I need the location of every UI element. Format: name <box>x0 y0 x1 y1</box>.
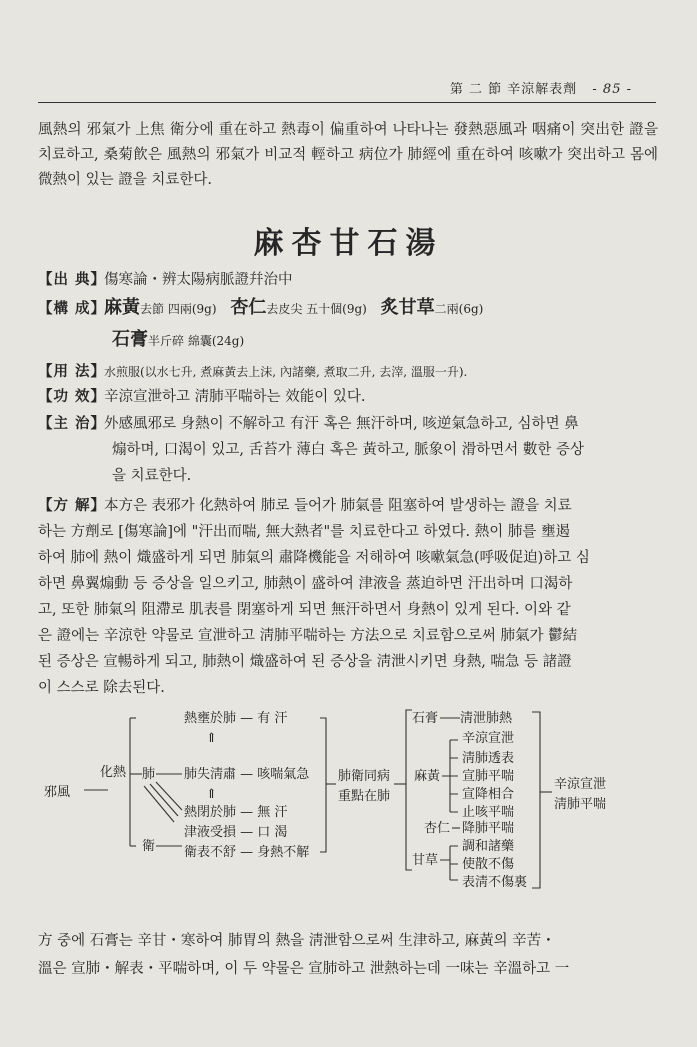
herb-note: 去節 四兩(9g) <box>140 302 217 316</box>
diagram-mid: 肺衛同病 <box>338 769 391 784</box>
closing-row <box>38 929 658 953</box>
herb-name: 炙甘草 <box>380 297 435 318</box>
diagram-lung: 肺 <box>142 767 156 782</box>
effect-text: 辛涼宣泄하고 淸肺平喘하는 效能이 있다. <box>104 389 366 405</box>
indication-line: 煽하며, 口渴이 있고, 舌苔가 薄白 혹은 黃하고, 脈象이 滑하면서 數한 증상 <box>112 442 585 458</box>
diagram-connector <box>440 846 458 880</box>
diagram-effect: 熱壅於肺 — 有 汗 <box>184 711 288 726</box>
explanation-row <box>38 572 658 596</box>
explanation-row <box>38 676 658 700</box>
section-name: 第 二 節 辛涼解表劑 <box>449 82 578 97</box>
running-header <box>38 72 656 103</box>
diagram-effect: 肺失淸肅 — 咳喘氣急 <box>184 767 310 782</box>
usage-text: 水煎服(以水七升, 煮麻黃去上沫, 內諸藥, 煮取二升, 去滓, 溫服一升). <box>104 365 468 379</box>
composition-tag: 【構 成】 <box>38 300 107 317</box>
herb-note: 半斤碎 綿囊(24g) <box>148 334 245 348</box>
diagram-herb: 杏仁 <box>424 821 451 836</box>
diagram-effect: 津液受損 — 口 渴 <box>184 825 288 840</box>
explanation-row <box>38 494 658 518</box>
pathogenesis-diagram <box>38 700 658 900</box>
explanation-tag: 【方 解】 <box>38 497 107 514</box>
indication-row <box>38 464 697 488</box>
explanation-row <box>38 624 658 648</box>
indication-tag: 【主 治】 <box>38 415 107 432</box>
diagram-arrow <box>144 786 174 822</box>
diagram-action: 淸肺透表 <box>462 751 515 766</box>
composition-row-2 <box>38 328 697 353</box>
diagram-result: 辛涼宣泄 <box>554 777 607 792</box>
herb-name: 杏仁 <box>230 297 267 318</box>
closing-row <box>38 957 658 981</box>
diagram-arrow <box>150 784 178 816</box>
usage-row <box>38 360 658 384</box>
intro-paragraph: 風熱의 邪氣가 上焦 衛分에 重在하고 熱毒이 偏重하여 나타나는 發熱惡風과 咽痛이 突出한 證을 치료하고, 桑菊飮은 風熱의 邪氣가 비교적 輕하고 病位가 肺經에 重在하여 咳嗽가 突出하고 몸에 微熱이 있는 證을 치료한다. <box>38 122 658 188</box>
explanation-line: 本方은 表邪가 化熱하여 肺로 들어가 肺氣를 阻塞하여 발생하는 證을 치료 <box>104 498 572 514</box>
diagram-up-arrow: ⇑ <box>206 787 217 802</box>
diagram-action: 降肺平喘 <box>462 821 515 836</box>
effect-tag: 【功 效】 <box>38 388 107 405</box>
explanation-line: 하는 方劑로 [傷寒論]에 "汗出而喘, 無大熱者"를 치료한다고 하였다. 熱이 肺를 壅遏 <box>38 524 570 540</box>
diagram-action: 辛涼宣泄 <box>462 731 515 746</box>
diagram-up-arrow: ⇑ <box>206 731 217 746</box>
indication-line: 外感風邪로 身熱이 不解하고 有汗 혹은 無汗하며, 咳逆氣急하고, 심하면 鼻 <box>104 416 579 432</box>
formula-title: 麻杏甘石湯 <box>253 226 444 261</box>
herb-note: 二兩(6g) <box>434 302 484 316</box>
diagram-action: 使散不傷 <box>462 857 515 872</box>
diagram-effect: 衛表不舒 — 身熱不解 <box>184 845 310 860</box>
diagram-cause: 邪風 <box>44 785 71 800</box>
explanation-line: 고, 또한 肺氣의 阻滯로 肌表를 閉塞하게 되면 無汗하면서 身熱이 있게 된다. 이와 같 <box>38 602 571 618</box>
page-number: - 85 - <box>592 82 632 97</box>
effect-row <box>38 385 658 409</box>
explanation-line: 하면 鼻翼煽動 등 증상을 일으키고, 肺熱이 盛하여 津液을 蒸迫하면 汗出하며 口渴하 <box>38 576 573 592</box>
diagram-bracket <box>320 718 326 852</box>
diagram-action: 調和諸藥 <box>462 839 515 854</box>
explanation-line: 은 證에는 辛涼한 약물로 宣泄하고 淸肺平喘하는 方法으로 치료함으로써 肺氣가 鬱結 <box>38 628 578 644</box>
diagram-herb: 甘草 <box>412 853 439 868</box>
running-title <box>450 78 632 97</box>
indication-line: 을 치료한다. <box>112 468 192 484</box>
diagram-bracket <box>406 710 412 870</box>
explanation-line: 된 증상은 宣暢하게 되고, 肺熱이 熾盛하여 된 증상을 淸泄시키면 身熱, 喘急 등 諸證 <box>38 654 572 670</box>
diagram-action: 止咳平喘 <box>462 805 515 820</box>
explanation-row <box>38 520 658 544</box>
explanation-line: 이 스스로 除去된다. <box>38 680 165 696</box>
usage-tag: 【用 法】 <box>38 363 107 380</box>
diagram-action: 宣降相合 <box>462 787 515 802</box>
explanation-row <box>38 650 658 674</box>
diagram-mid: 重點在肺 <box>338 789 391 804</box>
source-text: 傷寒論・辨太陽病脈證幷治中 <box>104 272 293 288</box>
diagram-herb: 石膏 <box>412 711 439 726</box>
closing-line: 溫은 宣肺・解表・平喘하며, 이 두 약물은 宣肺하고 泄熱하는데 一味는 辛溫하고 一 <box>38 961 570 977</box>
explanation-line: 하여 肺에 熱이 熾盛하게 되면 肺氣의 肅降機能을 저해하여 咳嗽氣急(呼吸促迫)하고 심 <box>38 550 590 566</box>
diagram-action: 表淸不傷裏 <box>462 875 528 890</box>
diagram-wei: 衛 <box>142 839 156 854</box>
diagram-result: 淸肺平喘 <box>554 797 607 812</box>
explanation-row <box>38 598 658 622</box>
diagram-connector <box>442 740 458 812</box>
diagram-herb: 麻黃 <box>414 769 441 784</box>
indication-row <box>38 438 697 462</box>
source-tag: 【出 典】 <box>38 271 107 288</box>
composition-row <box>38 296 658 321</box>
closing-line: 方 중에 石膏는 辛甘・寒하여 肺胃의 熱을 淸泄함으로써 生津하고, 麻黃의 辛苦・ <box>38 933 556 949</box>
diagram-action: 宣肺平喘 <box>462 769 515 784</box>
diagram-bracket <box>532 712 540 888</box>
explanation-row <box>38 546 658 570</box>
diagram-heat: 化熱 <box>100 765 127 780</box>
indication-row <box>38 412 658 436</box>
herb-note: 去皮尖 五十個(9g) <box>266 302 367 316</box>
diagram-action: 淸泄肺熱 <box>460 711 513 726</box>
herb-name: 麻黃 <box>104 297 140 318</box>
diagram-effect: 熱閉於肺 — 無 汗 <box>184 805 288 820</box>
herb-name: 石膏 <box>112 329 148 350</box>
source-row <box>38 268 658 292</box>
